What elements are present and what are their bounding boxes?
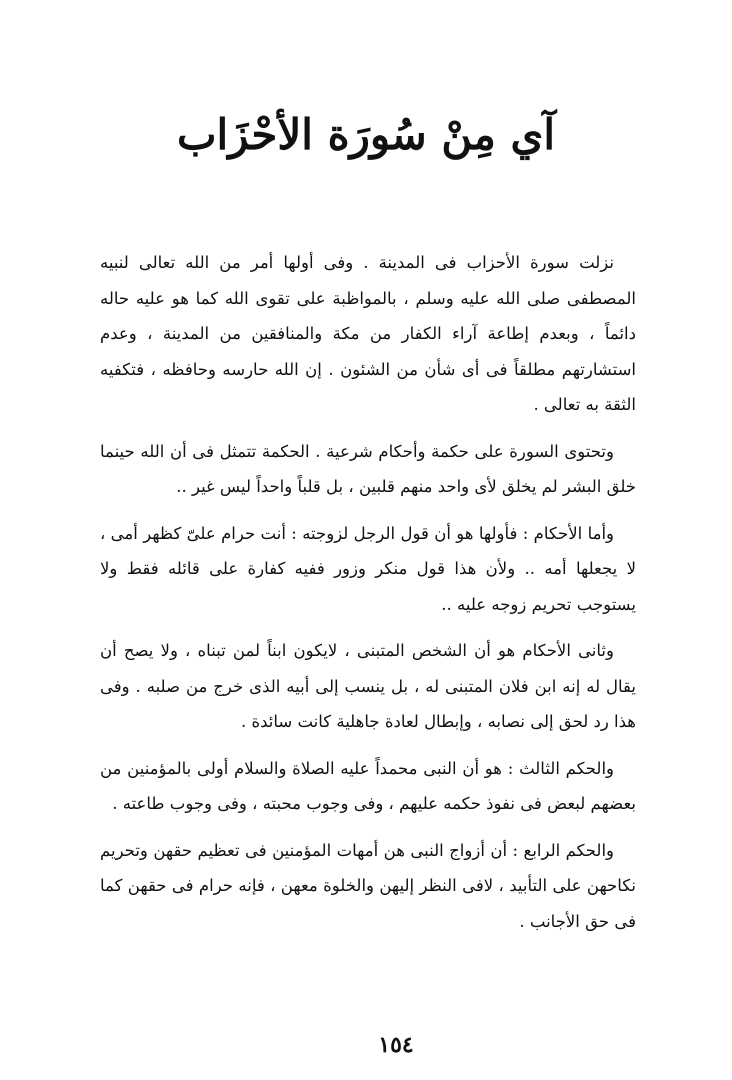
body-text bbox=[100, 245, 636, 939]
page-number: ١٥٤ bbox=[378, 1032, 414, 1058]
paragraph-third-ruling: والحكم الثالث : هو أن النبى محمداً عليه الصلاة والسلام أولى بالمؤمنين من بعضهم لبعض فى نفوذ حكمه عليهم ، وفى وجوب محبته ، وفى وجوب طاعته . bbox=[100, 758, 636, 813]
page-title: آي مِنْ سُورَة الأحْزَاب bbox=[176, 110, 556, 159]
paragraph-first-ruling: وأما الأحكام : فأولها هو أن قول الرجل لزوجته : أنت حرام علىّ كظهر أمى ، لا يجعلها أمه .. ولأن هذا قول منكر وزور ففيه كفارة على قائله فقط ولا يستوجب تحريم زوجه عليه .. bbox=[100, 523, 636, 614]
paragraph-wisdom: وتحتوى السورة على حكمة وأحكام شرعية . الحكمة تتمثل فى أن الله حينما خلق البشر لم يخلق لأى واحد منهم قلبين ، بل قلباً واحداً ليس غير .. bbox=[100, 441, 636, 496]
paragraph-second-ruling: وثانى الأحكام هو أن الشخص المتبنى ، لايكون ابناً لمن تبناه ، ولا يصح أن يقال له إنه ابن فلان المتبنى له ، بل ينسب إلى أبيه الذى خرج من صلبه . وفى هذا رد لحق إلى نصابه ، وإبطال لعادة جاهلية كانت سائدة . bbox=[100, 641, 636, 731]
paragraph-fourth-ruling: والحكم الرابع : أن أزواج النبى هن أمهات المؤمنين فى تعظيم حقهن وتحريم نكاحهن على التأبيد ، لافى النظر إليهن والخلوة معهن ، فإنه حرام فى حقهن كما فى حق الأجانب . bbox=[100, 840, 636, 931]
paragraph-intro: نزلت سورة الأحزاب فى المدينة . وفى أولها أمر من الله تعالى لنبيه المصطفى صلى الله عليه وسلم ، بالمواظبة على تقوى الله كما هو عليه حاله دائماً ، وبعدم إطاعة آراء الكفار من مكة والمنافقين من المدينة ، وعدم استشارتهم مطلقاً فى أى شأن من الشئون . إن الله حارسه وحافظه ، فتكفيه الثقة به تعالى . bbox=[100, 253, 636, 414]
page-number-footer bbox=[0, 1032, 732, 1058]
